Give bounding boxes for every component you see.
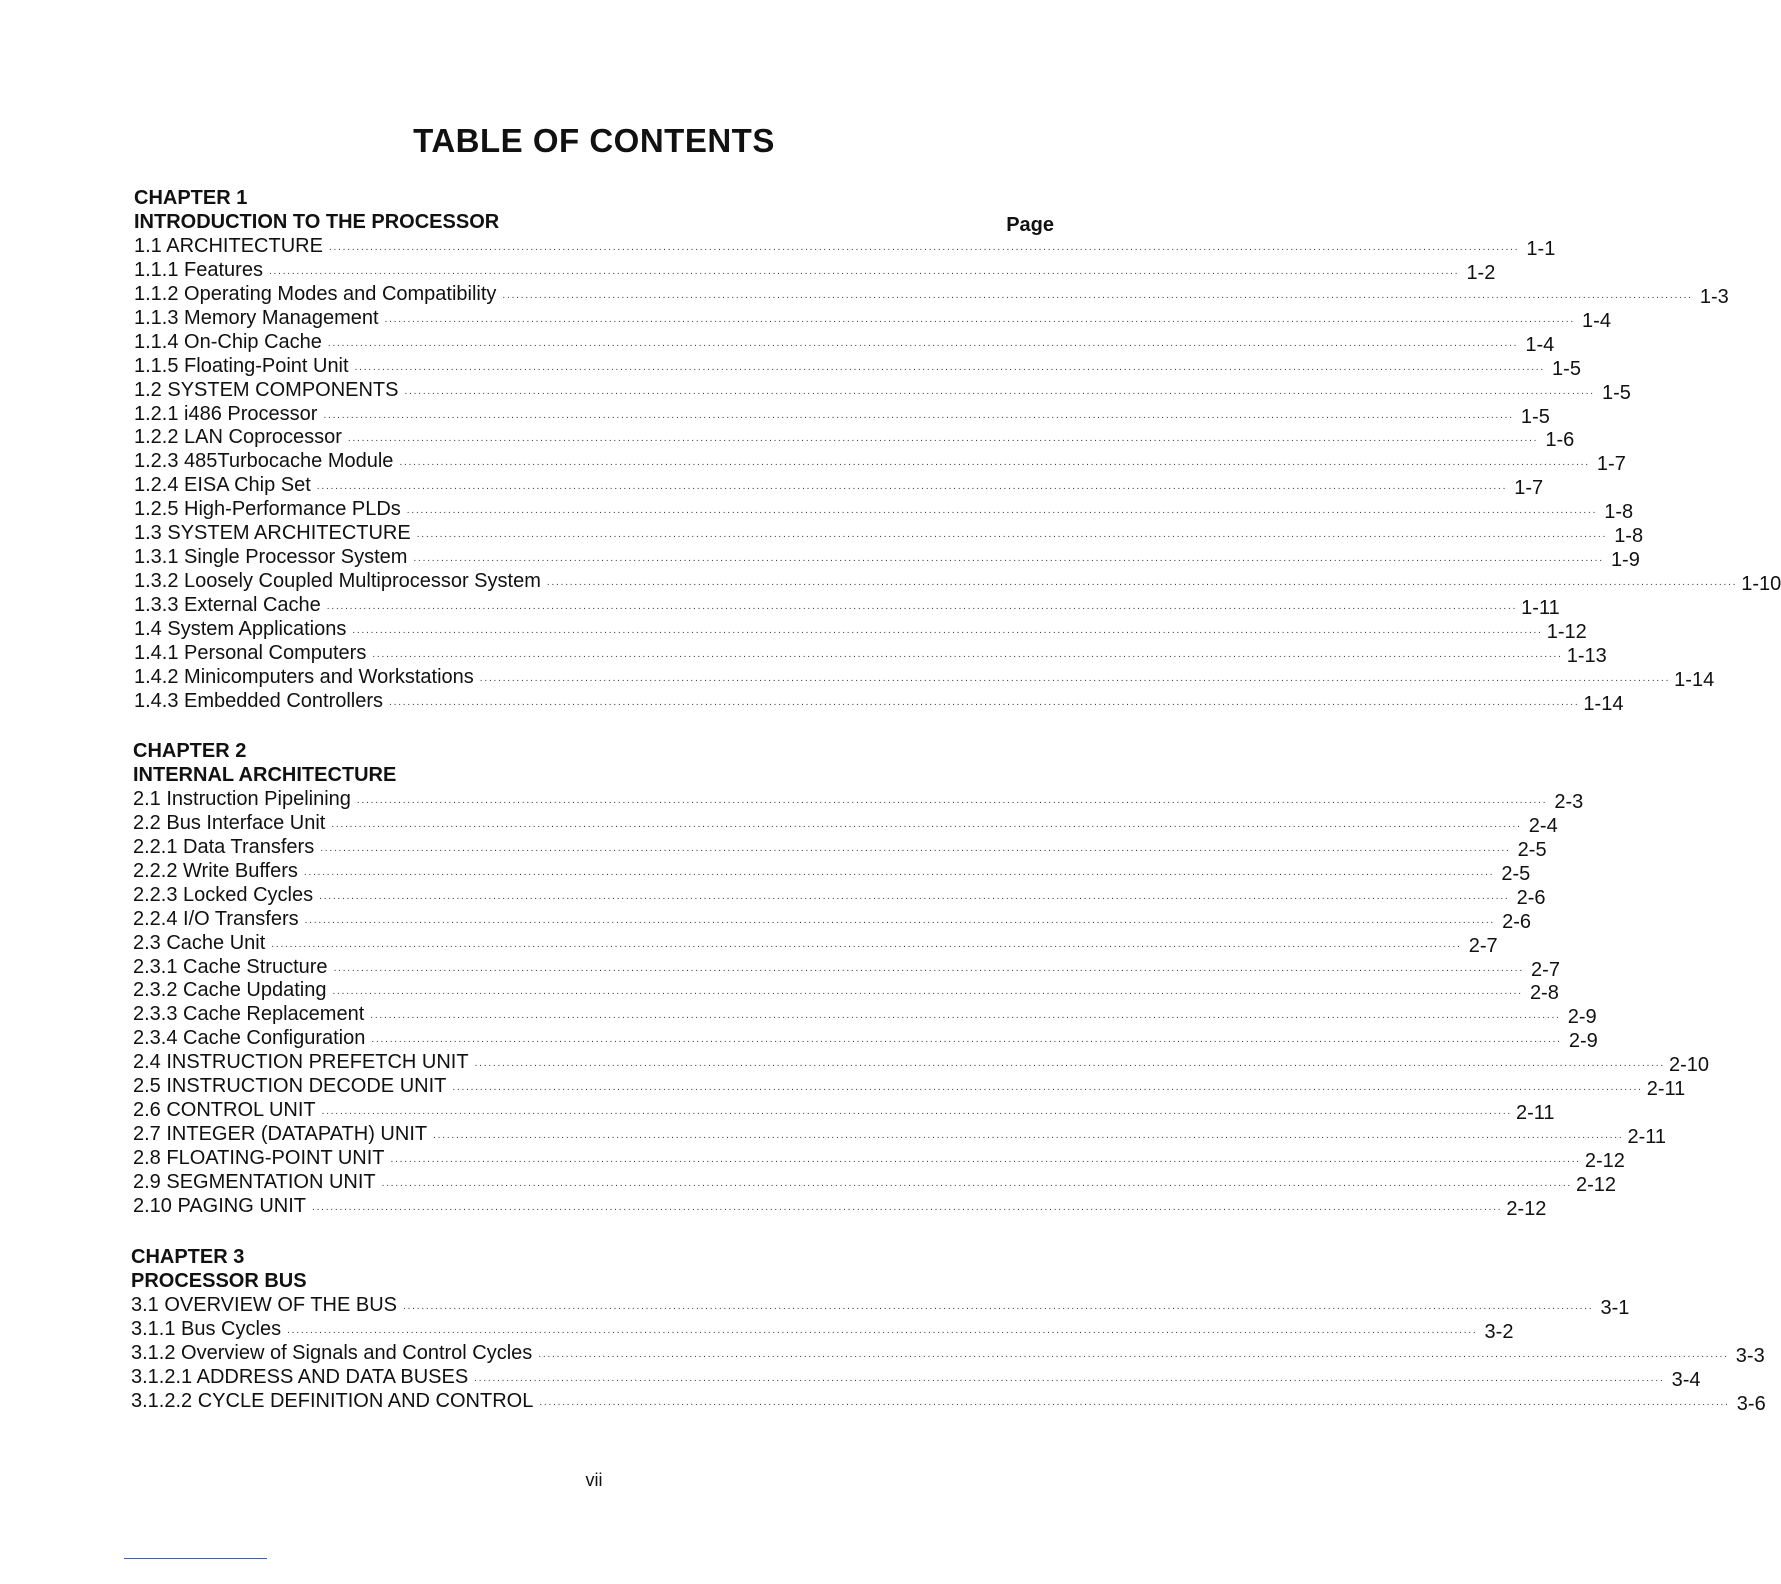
toc-entry-title: 1.1 ARCHITECTURE [134, 234, 323, 257]
toc-entry-page: 2-9 [1567, 1006, 1597, 1029]
toc-entry-title: 3.1.2 Overview of Signals and Control Cycles [131, 1341, 533, 1364]
toc-entry [134, 665, 1715, 691]
dot-leader: .................................................................................................................................................................................................................................................................... [370, 1010, 1561, 1022]
toc-entry-page: 1-7 [1514, 477, 1544, 500]
chapter-title: PROCESSOR BUS [131, 1270, 307, 1292]
dot-leader: .................................................................................................................................................................................................................................................................... [354, 361, 1545, 373]
toc-entry-page: 1-3 [1699, 285, 1729, 308]
toc-entry-page: 3-3 [1735, 1344, 1765, 1367]
dot-leader: .................................................................................................................................................................................................................................................................... [319, 890, 1510, 902]
toc-entry-title: 1.2.1 i486 Processor [134, 402, 318, 425]
toc-entry [133, 979, 1559, 1005]
toc-entry-title: 1.4.2 Minicomputers and Workstations [134, 665, 474, 688]
chapter-label: CHAPTER 1 [134, 187, 248, 209]
chapter-title-row [133, 763, 1053, 787]
toc-entry-title: 2.6 CONTROL UNIT [133, 1099, 316, 1122]
toc-entry-page: 2-7 [1468, 934, 1498, 957]
toc-entry-page: 1-4 [1525, 333, 1555, 356]
toc-entry-title: 2.7 INTEGER (DATAPATH) UNIT [133, 1123, 428, 1146]
toc-entry [134, 306, 1611, 332]
chapter-title-row [134, 210, 1054, 234]
toc-entry-page: 1-11 [1521, 597, 1560, 619]
toc-entry-page: 2-5 [1501, 862, 1531, 885]
toc-entry [131, 1365, 1701, 1391]
toc-entry-list [134, 234, 1781, 715]
toc-entry-title: 1.4 System Applications [134, 617, 347, 640]
page-title: TABLE OF CONTENTS [413, 122, 775, 159]
chapter-2-section [133, 739, 1709, 1220]
toc-entry-title: 1.1.5 Floating-Point Unit [134, 354, 349, 377]
toc-entry [133, 1194, 1547, 1220]
dot-leader: .................................................................................................................................................................................................................................................................... [304, 914, 1495, 926]
toc-entry-title: 2.5 INSTRUCTION DECODE UNIT [133, 1075, 447, 1098]
chapter-title: INTRODUCTION TO THE PROCESSOR [134, 211, 500, 233]
toc-entry-page: 2-7 [1531, 958, 1560, 981]
toc-entry [134, 402, 1550, 428]
toc-entry [131, 1389, 1766, 1415]
dot-leader: .................................................................................................................................................................................................................................................................... [502, 289, 1693, 301]
toc-entry-list [131, 1293, 1766, 1415]
dot-leader: .................................................................................................................................................................................................................................................................... [333, 962, 1524, 974]
toc-entry-title: 2.10 PAGING UNIT [133, 1194, 307, 1217]
toc-entry [134, 378, 1631, 404]
toc-entry-page: 3-1 [1600, 1296, 1630, 1319]
dot-leader: .................................................................................................................................................................................................................................................................... [347, 433, 1539, 445]
dot-leader: .................................................................................................................................................................................................................................................................... [356, 794, 1548, 806]
toc-entry-page: 1-13 [1566, 644, 1607, 667]
toc-entry-title: 1.3.2 Loosely Coupled Multiprocessor System [134, 570, 541, 593]
toc-entry [133, 1050, 1709, 1077]
toc-entry-page: 3-2 [1484, 1320, 1514, 1343]
dot-leader: .................................................................................................................................................................................................................................................................... [327, 337, 1519, 349]
dot-leader: .................................................................................................................................................................................................................................................................... [389, 696, 1580, 708]
toc-entry-page: 2-11 [1627, 1126, 1667, 1149]
toc-entry-title: 3.1.1 Bus Cycles [131, 1317, 282, 1340]
toc-entry [133, 811, 1558, 837]
dot-leader: .................................................................................................................................................................................................................................................................... [403, 1300, 1594, 1312]
toc-entry-page: 2-9 [1568, 1030, 1598, 1053]
dot-leader: .................................................................................................................................................................................................................................................................... [384, 313, 1575, 325]
toc-entry [134, 234, 1556, 260]
toc-entry-page: 2-3 [1554, 790, 1584, 813]
toc-entry [134, 545, 1640, 572]
chapter-title: INTERNAL ARCHITECTURE [133, 764, 397, 786]
toc-entry-page: 2-6 [1516, 886, 1546, 909]
toc-entry-page: 2-12 [1584, 1150, 1625, 1172]
toc-entry [133, 859, 1531, 885]
toc-entry-title: 2.8 FLOATING-POINT UNIT [133, 1147, 385, 1169]
toc-entry-page: 1-5 [1552, 357, 1581, 380]
dot-leader: .................................................................................................................................................................................................................................................................... [352, 624, 1543, 636]
dot-leader: .................................................................................................................................................................................................................................................................... [399, 457, 1590, 469]
toc-entry-title: 2.2.4 I/O Transfers [133, 907, 299, 930]
dot-leader: .................................................................................................................................................................................................................................................................... [328, 241, 1520, 253]
toc-entry-page: 3-6 [1736, 1392, 1766, 1415]
toc-entry-title: 1.1.4 On-Chip Cache [134, 330, 322, 353]
toc-entry-title: 2.9 SEGMENTATION UNIT [133, 1170, 376, 1193]
toc-entry-title: 2.2.2 Write Buffers [133, 859, 298, 882]
toc-entry [131, 1293, 1630, 1319]
toc-entry-page: 2-4 [1528, 814, 1558, 837]
dot-leader: .................................................................................................................................................................................................................................................................... [372, 648, 1563, 660]
toc-entry [133, 1122, 1667, 1149]
dot-leader: .................................................................................................................................................................................................................................................................... [404, 385, 1595, 397]
toc-entry-page: 2-8 [1529, 982, 1559, 1005]
dot-leader: .................................................................................................................................................................................................................................................................... [320, 842, 1511, 854]
toc-entry-page: 2-12 [1506, 1197, 1547, 1220]
toc-entry-page: 1-6 [1545, 429, 1575, 452]
toc-entry-title: 2.2.3 Locked Cycles [133, 883, 314, 906]
toc-entry-page: 2-10 [1668, 1054, 1709, 1077]
toc-entry [133, 787, 1584, 813]
toc-entry-title: 2.4 INSTRUCTION PREFETCH UNIT [133, 1051, 469, 1074]
toc-entry [134, 330, 1555, 356]
toc-entry-title: 1.3 SYSTEM ARCHITECTURE [134, 522, 411, 545]
chapter-label: CHAPTER 3 [131, 1246, 245, 1268]
toc-entry [134, 473, 1544, 500]
toc-entry-page: 2-11 [1516, 1102, 1555, 1125]
dot-leader: .................................................................................................................................................................................................................................................................... [406, 505, 1598, 517]
dot-leader: .................................................................................................................................................................................................................................................................... [474, 1058, 1665, 1070]
toc-entry [134, 497, 1634, 524]
toc-entry-title: 3.1.2.2 CYCLE DEFINITION AND CONTROL [131, 1389, 534, 1412]
toc-entry [134, 282, 1729, 308]
page-column-label: Page [1006, 214, 1054, 236]
toc-entry-page: 1-5 [1520, 405, 1550, 428]
dot-leader: .................................................................................................................................................................................................................................................................... [479, 672, 1671, 684]
dot-leader: .................................................................................................................................................................................................................................................................... [539, 1396, 1730, 1408]
toc-entry-title: 1.2.5 High-Performance PLDs [134, 498, 401, 521]
toc-entry-page: 2-6 [1502, 910, 1531, 933]
toc-entry-title: 1.4.1 Personal Computers [134, 641, 367, 664]
dot-leader: .................................................................................................................................................................................................................................................................... [287, 1324, 1478, 1336]
toc-entry [133, 907, 1531, 933]
toc-entry-page: 1-12 [1546, 620, 1587, 643]
toc-entry-page: 1-14 [1674, 668, 1715, 691]
toc-entry [133, 955, 1560, 981]
dot-leader: .................................................................................................................................................................................................................................................................... [546, 577, 1738, 589]
toc-entry-title: 1.2.2 LAN Coprocessor [134, 426, 342, 449]
toc-entry-page: 2-11 [1646, 1078, 1686, 1101]
toc-entry [134, 569, 1781, 596]
toc-entry-title: 2.1 Instruction Pipelining [133, 787, 351, 810]
toc-entry-title: 2.2 Bus Interface Unit [133, 811, 326, 834]
toc-entry-title: 1.1.2 Operating Modes and Compatibility [134, 282, 497, 305]
footer-page-number: vii [585, 1470, 603, 1490]
toc-entry-page: 1-5 [1601, 381, 1631, 404]
dot-leader: .................................................................................................................................................................................................................................................................... [323, 409, 1514, 421]
toc-entry-title: 1.2.4 EISA Chip Set [134, 474, 311, 497]
dot-leader: .................................................................................................................................................................................................................................................................... [381, 1177, 1572, 1189]
toc-entry-page: 1-10 [1741, 573, 1781, 596]
toc-entry-page: 1-7 [1596, 453, 1626, 476]
toc-entry [134, 354, 1581, 380]
toc-entry-title: 2.3.4 Cache Configuration [133, 1027, 366, 1050]
toc-entry-title: 2.3.2 Cache Updating [133, 979, 327, 1002]
dot-leader: .................................................................................................................................................................................................................................................................... [321, 1106, 1512, 1118]
dot-leader: .................................................................................................................................................................................................................................................................... [433, 1130, 1624, 1142]
toc-entry [134, 449, 1626, 476]
toc-entry [134, 617, 1587, 643]
toc-entry [133, 883, 1546, 909]
toc-entry-page: 1-8 [1614, 525, 1644, 548]
toc-entry-page: 1-4 [1582, 309, 1611, 332]
toc-entry-title: 1.3.1 Single Processor System [134, 546, 408, 569]
dot-leader: .................................................................................................................................................................................................................................................................... [312, 1201, 1503, 1213]
toc-entry-title: 2.3.1 Cache Structure [133, 955, 328, 978]
dot-leader: .................................................................................................................................................................................................................................................................... [390, 1154, 1581, 1165]
dot-leader: .................................................................................................................................................................................................................................................................... [413, 553, 1604, 565]
toc-entry-title: 3.1 OVERVIEW OF THE BUS [131, 1293, 397, 1316]
dot-leader: .................................................................................................................................................................................................................................................................... [332, 986, 1523, 998]
toc-entry-title: 1.1.3 Memory Management [134, 306, 379, 329]
dot-leader: .................................................................................................................................................................................................................................................................... [452, 1082, 1643, 1094]
dot-leader: .................................................................................................................................................................................................................................................................... [538, 1348, 1729, 1360]
toc-entry [134, 426, 1575, 452]
toc-entry [133, 835, 1547, 861]
dot-leader: .................................................................................................................................................................................................................................................................... [416, 529, 1608, 541]
toc-entry-title: 1.4.3 Embedded Controllers [134, 689, 384, 712]
toc-entry-page: 1-8 [1604, 501, 1634, 524]
toc-entry-page: 1-9 [1610, 549, 1640, 572]
toc-entry [133, 1170, 1617, 1196]
toc-entry [133, 1026, 1598, 1053]
toc-entry [131, 1341, 1765, 1367]
toc-entry-title: 1.3.3 External Cache [134, 594, 321, 616]
toc-entry-title: 3.1.2.1 ADDRESS AND DATA BUSES [131, 1365, 469, 1388]
dot-leader: .................................................................................................................................................................................................................................................................... [271, 938, 1462, 950]
toc-entry-list [133, 787, 1709, 1220]
chapter-3-section [131, 1245, 1766, 1415]
toc-entry-title: 2.3 Cache Unit [133, 931, 266, 954]
toc-entry [133, 1074, 1686, 1101]
toc-entry-page: 1-1 [1526, 237, 1556, 260]
toc-entry [134, 641, 1607, 667]
toc-entry [134, 521, 1644, 548]
dot-leader: .................................................................................................................................................................................................................................................................... [316, 481, 1508, 493]
dot-leader: .................................................................................................................................................................................................................................................................... [268, 265, 1460, 277]
dot-leader: .................................................................................................................................................................................................................................................................... [326, 601, 1518, 612]
toc-entry [134, 258, 1496, 284]
toc-entry [133, 1146, 1625, 1172]
toc-entry-page: 1-2 [1466, 261, 1496, 284]
toc-entry [133, 1098, 1555, 1125]
dot-leader: .................................................................................................................................................................................................................................................................... [474, 1372, 1665, 1384]
toc-entry-page: 1-14 [1583, 692, 1624, 715]
toc-entry [133, 931, 1498, 957]
bottom-rule [124, 1558, 267, 1559]
toc-entry-page: 3-4 [1671, 1368, 1701, 1391]
dot-leader: .................................................................................................................................................................................................................................................................... [303, 866, 1495, 878]
toc-entry-page: 2-12 [1576, 1173, 1617, 1196]
toc-entry-title: 1.2 SYSTEM COMPONENTS [134, 378, 399, 401]
toc-entry [131, 1317, 1514, 1343]
toc-entry [133, 1002, 1597, 1029]
toc-entry [134, 593, 1560, 619]
toc-entry [134, 689, 1624, 715]
dot-leader: .................................................................................................................................................................................................................................................................... [371, 1034, 1562, 1046]
chapter-label: CHAPTER 2 [133, 740, 247, 762]
toc-entry-title: 2.3.3 Cache Replacement [133, 1003, 365, 1026]
chapter-1-section [134, 186, 1781, 715]
toc-entry-page: 2-5 [1517, 838, 1547, 861]
chapter-title-row [131, 1269, 1051, 1293]
dot-leader: .................................................................................................................................................................................................................................................................... [331, 818, 1522, 830]
toc-entry-title: 2.2.1 Data Transfers [133, 835, 315, 858]
toc-entry-title: 1.1.1 Features [134, 258, 263, 281]
toc-entry-title: 1.2.3 485Turbocache Module [134, 450, 394, 473]
